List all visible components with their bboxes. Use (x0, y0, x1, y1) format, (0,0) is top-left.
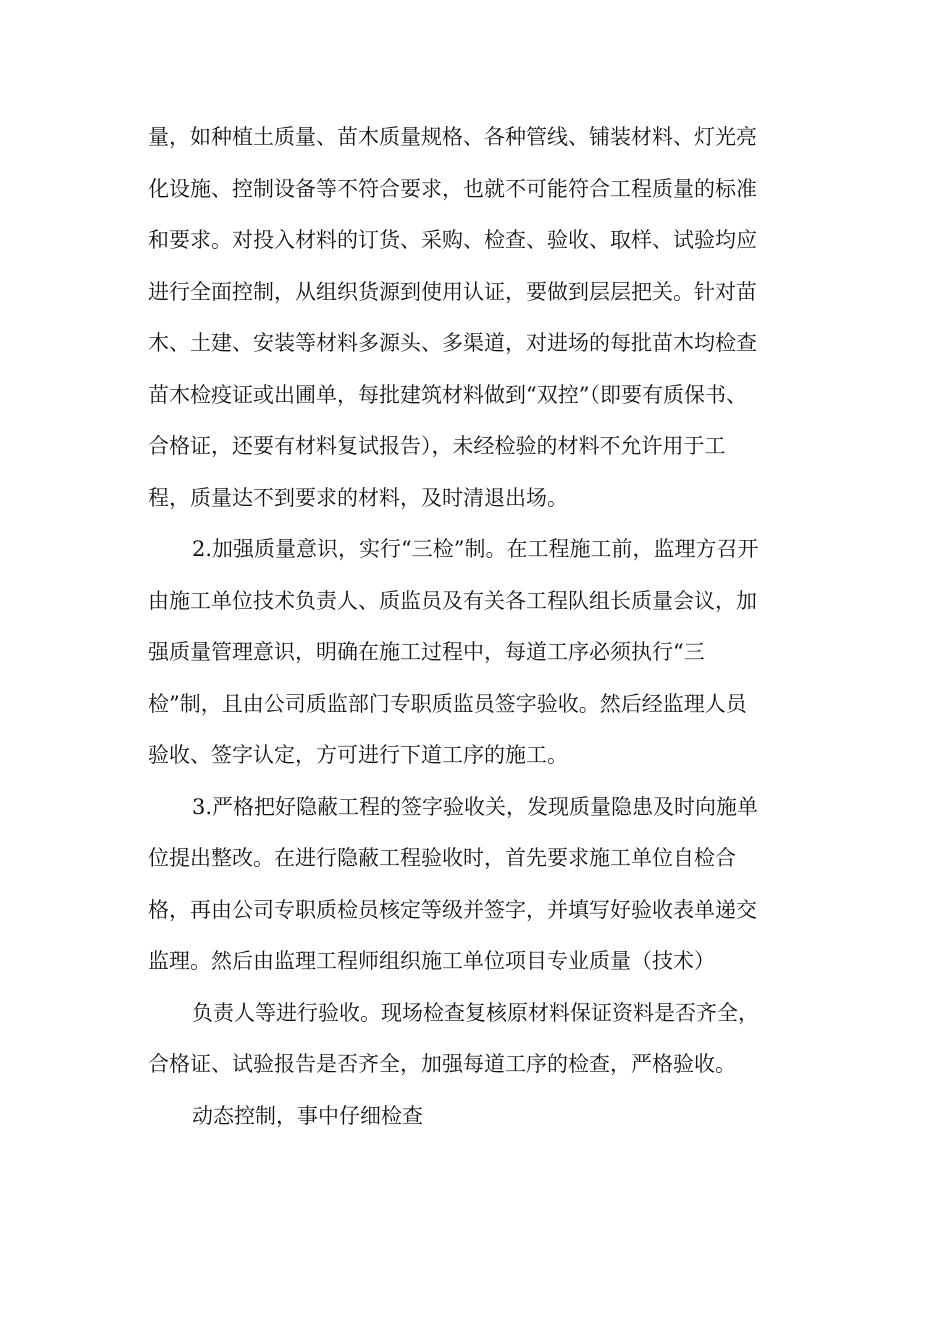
text-line: 由施工单位技术负责人、质监员及有关各工程队组长质量会议，加 (148, 588, 757, 613)
text-line: 强质量管理意识，明确在施工过程中，每道工序必须执行“三 (148, 640, 705, 664)
paragraph-start-line: 负责人等进行验收。现场检查复核原材料保证资料是否齐全， (192, 1000, 759, 1025)
text-line: 和要求。对投入材料的订货、采购、检查、验收、取样、试验均应 (148, 228, 757, 252)
text-line: 苗木检疫证或出圃单，每批建筑材料做到“双控”（即要有质保书、 (148, 382, 747, 407)
paragraph-start-line: 动态控制，事中仔细检查 (192, 1103, 423, 1128)
text-line: 格，再由公司专职质检员核定等级并签字，并填写好验收表单递交 (148, 897, 757, 922)
text-line: 合格证、试验报告是否齐全，加强每道工序的检查，严格验收。 (148, 1052, 736, 1076)
text-line: 程，质量达不到要求的材料，及时清退出场。 (148, 485, 568, 510)
document-body (148, 112, 808, 1142)
text-line: 合格证，还要有材料复试报告），未经检验的材料不允许用于工 (148, 434, 726, 458)
text-line: 检”制，且由公司质监部门专职质监员签字验收。然后经监理人员 (148, 691, 747, 716)
paragraph-start-line: 3.严格把好隐蔽工程的签字验收关，发现质量隐患及时向施单 (192, 794, 759, 819)
paragraph-start-line: 2.加强质量意识，实行“三检”制。在工程施工前，监理方召开 (192, 537, 759, 561)
text-line: 位提出整改。在进行隐蔽工程验收时，首先要求施工单位自检合 (148, 846, 736, 870)
text-line: 量，如种植土质量、苗木质量规格、各种管线、铺装材料、灯光亮 (148, 125, 757, 149)
text-line: 验收、签字认定，方可进行下道工序的施工。 (148, 743, 568, 767)
text-line: 监理。然后由监理工程师组织施工单位项目专业质量（技术） (148, 949, 715, 973)
text-line: 进行全面控制，从组织货源到使用认证，要做到层层把关。针对苗 (148, 279, 757, 304)
text-line: 化设施、控制设备等不符合要求，也就不可能符合工程质量的标准 (148, 176, 757, 201)
text-line: 木、土建、安装等材料多源头、多渠道，对进场的每批苗木均检查 (148, 331, 757, 355)
